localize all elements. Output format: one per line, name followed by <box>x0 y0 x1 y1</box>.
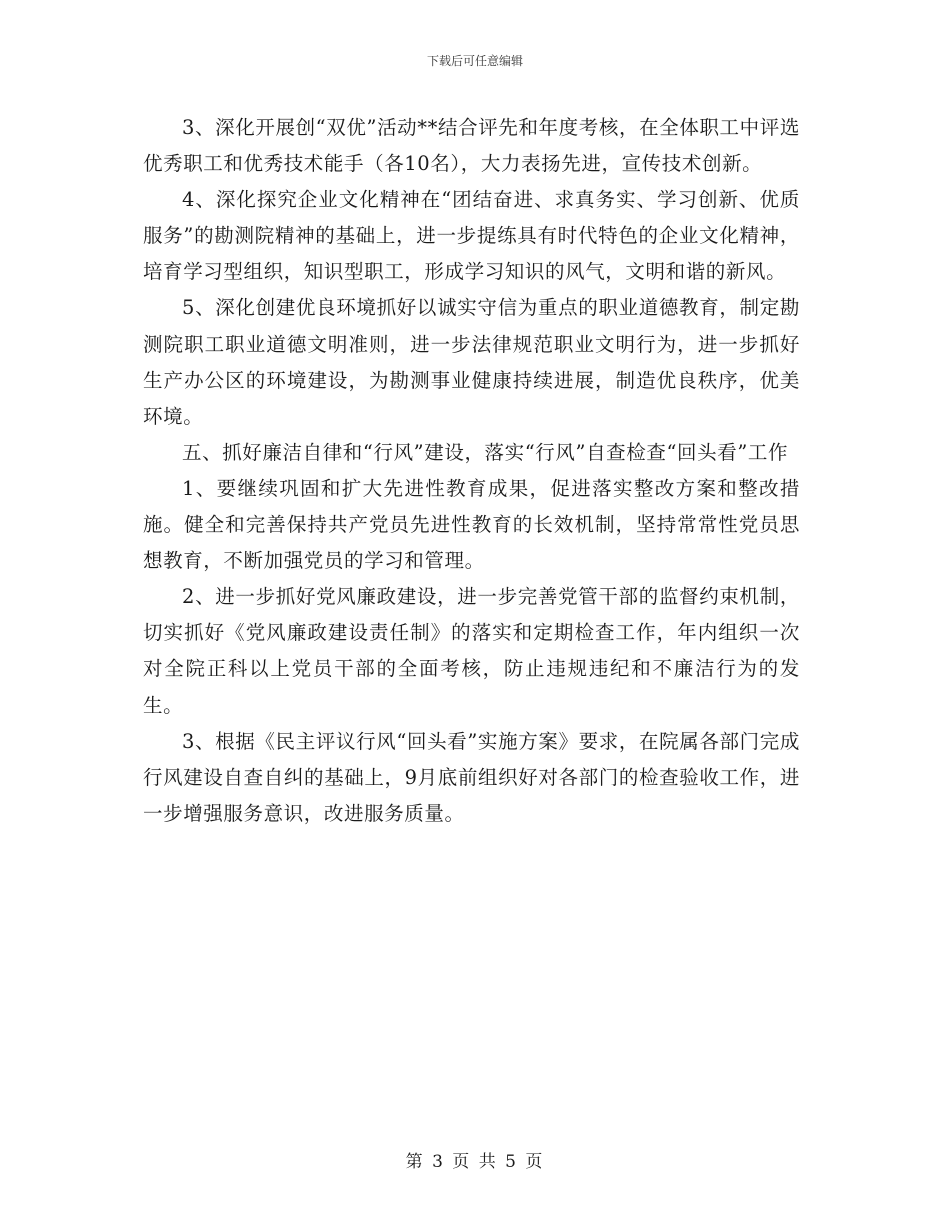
section-heading-integrity: 五、抓好廉洁自律和“行风”建设，落实“行风”自查检查“回头看”工作 <box>182 440 789 464</box>
paragraph-good-environment: 5、深化创建优良环境抓好以诚实守信为重点的职业道德教育，制定勘测院职工职业道德文明准则，进一步法律规范职业文明行为，进一步抓好生产办公区的环境建设，为勘测事业健康持续进展，制造优良秩序，优美环境。 <box>143 296 800 428</box>
document-body <box>143 110 800 832</box>
paragraph-party-conduct: 2、进一步抓好党风廉政建设，进一步完善党管干部的监督约束机制，切实抓好《党风廉政建设责任制》的落实和定期检查工作，年内组织一次对全院正科以上党员干部的全面考核，防止违规违纪和不廉洁行为的发生。 <box>143 585 800 717</box>
paragraph-education-results: 1、要继续巩固和扩大先进性教育成果，促进落实整改方案和整改措施。健全和完善保持共产党员先进性教育的长效机制，坚持常常性党员思想教育，不断加强党员的学习和管理。 <box>143 476 800 573</box>
paragraph-double-excellence: 3、深化开展创“双优”活动**结合评先和年度考核，在全体职工中评选优秀职工和优秀技术能手（各10名），大力表扬先进，宣传技术创新。 <box>143 116 800 176</box>
page-number: 第 3 页 共 5 页 <box>405 1152 545 1172</box>
page-header-note: 下载后可任意编辑 <box>426 54 523 68</box>
paragraph-review-plan: 3、根据《民主评议行风“回头看”实施方案》要求，在院属各部门完成行风建设自查自纠的基础上，9月底前组织好对各部门的检查验收工作，进一步增强服务意识，改进服务质量。 <box>143 729 800 825</box>
paragraph-corporate-culture: 4、深化探究企业文化精神在“团结奋进、求真务实、学习创新、优质服务”的勘测院精神的基础上，进一步提练具有时代特色的企业文化精神，培育学习型组织，知识型职工，形成学习知识的风气，文明和谐的新风。 <box>143 188 800 284</box>
